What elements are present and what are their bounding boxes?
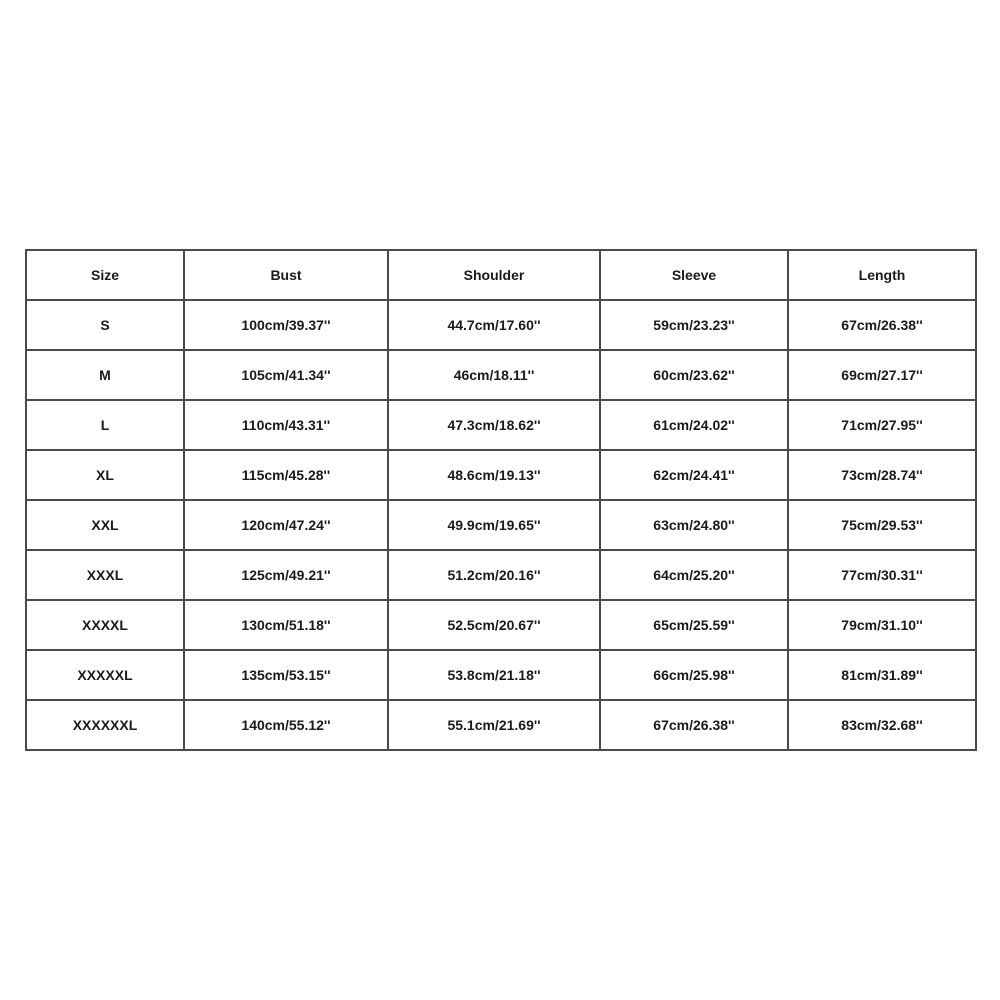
- cell-length: 71cm/27.95'': [788, 400, 976, 450]
- header-bust: Bust: [184, 250, 388, 300]
- cell-length: 69cm/27.17'': [788, 350, 976, 400]
- table-row: [26, 350, 976, 400]
- cell-sleeve: 61cm/24.02'': [600, 400, 788, 450]
- header-size: Size: [26, 250, 184, 300]
- cell-bust: 120cm/47.24'': [184, 500, 388, 550]
- table-row: [26, 500, 976, 550]
- table-row: [26, 650, 976, 700]
- cell-size: XXXL: [26, 550, 184, 600]
- cell-size: XXXXXXL: [26, 700, 184, 750]
- header-length: Length: [788, 250, 976, 300]
- cell-bust: 130cm/51.18'': [184, 600, 388, 650]
- cell-sleeve: 67cm/26.38'': [600, 700, 788, 750]
- cell-length: 79cm/31.10'': [788, 600, 976, 650]
- cell-shoulder: 44.7cm/17.60'': [388, 300, 600, 350]
- cell-bust: 140cm/55.12'': [184, 700, 388, 750]
- cell-bust: 125cm/49.21'': [184, 550, 388, 600]
- table-row: [26, 400, 976, 450]
- cell-length: 75cm/29.53'': [788, 500, 976, 550]
- header-shoulder: Shoulder: [388, 250, 600, 300]
- cell-bust: 135cm/53.15'': [184, 650, 388, 700]
- cell-bust: 110cm/43.31'': [184, 400, 388, 450]
- cell-shoulder: 51.2cm/20.16'': [388, 550, 600, 600]
- cell-sleeve: 62cm/24.41'': [600, 450, 788, 500]
- table-row: [26, 300, 976, 350]
- cell-bust: 105cm/41.34'': [184, 350, 388, 400]
- cell-shoulder: 47.3cm/18.62'': [388, 400, 600, 450]
- cell-size: L: [26, 400, 184, 450]
- cell-length: 77cm/30.31'': [788, 550, 976, 600]
- header-row: [26, 250, 976, 300]
- cell-length: 81cm/31.89'': [788, 650, 976, 700]
- table-row: [26, 450, 976, 500]
- cell-sleeve: 59cm/23.23'': [600, 300, 788, 350]
- cell-shoulder: 52.5cm/20.67'': [388, 600, 600, 650]
- cell-size: XL: [26, 450, 184, 500]
- table-row: [26, 600, 976, 650]
- cell-sleeve: 64cm/25.20'': [600, 550, 788, 600]
- cell-bust: 115cm/45.28'': [184, 450, 388, 500]
- size-chart-body: [26, 250, 976, 750]
- cell-length: 73cm/28.74'': [788, 450, 976, 500]
- size-chart-table: [25, 249, 977, 751]
- cell-size: XXXXXL: [26, 650, 184, 700]
- cell-shoulder: 49.9cm/19.65'': [388, 500, 600, 550]
- cell-shoulder: 48.6cm/19.13'': [388, 450, 600, 500]
- table-row: [26, 700, 976, 750]
- table-row: [26, 550, 976, 600]
- cell-shoulder: 55.1cm/21.69'': [388, 700, 600, 750]
- cell-shoulder: 46cm/18.11'': [388, 350, 600, 400]
- cell-bust: 100cm/39.37'': [184, 300, 388, 350]
- cell-sleeve: 60cm/23.62'': [600, 350, 788, 400]
- cell-size: XXXXL: [26, 600, 184, 650]
- cell-length: 67cm/26.38'': [788, 300, 976, 350]
- header-sleeve: Sleeve: [600, 250, 788, 300]
- cell-size: M: [26, 350, 184, 400]
- cell-sleeve: 63cm/24.80'': [600, 500, 788, 550]
- cell-size: S: [26, 300, 184, 350]
- cell-sleeve: 66cm/25.98'': [600, 650, 788, 700]
- cell-size: XXL: [26, 500, 184, 550]
- cell-length: 83cm/32.68'': [788, 700, 976, 750]
- cell-shoulder: 53.8cm/21.18'': [388, 650, 600, 700]
- cell-sleeve: 65cm/25.59'': [600, 600, 788, 650]
